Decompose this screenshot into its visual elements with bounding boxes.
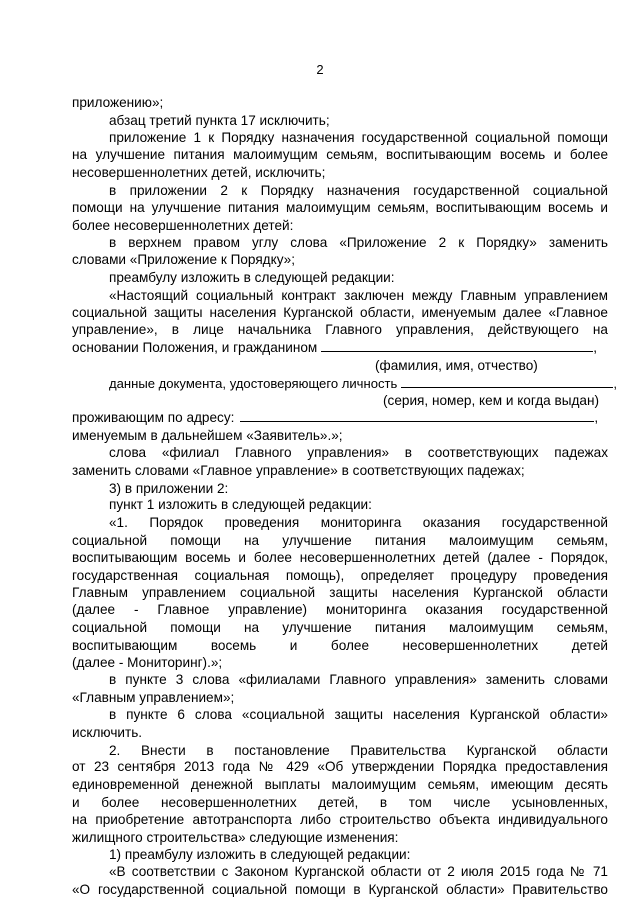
text-line: 1) преамбулу изложить в следующей редакции: [109,847,411,863]
text-line: в верхнем правом углу слова «Приложение 2 к Порядку» заменить [109,235,608,251]
text-fragment: данные документа, удостоверяющего личность [109,375,398,391]
text-line-with-blank [72,408,608,427]
text-line: «В соответствии с Законом Курганской области от 2 июля 2015 года № 71 [109,864,608,880]
text-line: (далее - Главное управление) мониторинга оказания государственной [72,602,608,618]
text-line: воспитывающим восемь и более несовершеннолетних детей (далее - Порядок, [72,549,608,565]
fill-in-line [240,408,594,422]
text-line: на приобретение автотранспорта либо строительство объекта индивидуального [72,811,608,827]
text-line: социальной помощи на улучшение питания малоимущим семьям, [72,533,608,548]
text-line: более несовершеннолетних детей: [72,217,294,233]
text-fragment: проживающим по адресу: [72,410,235,426]
trailing-punct: , [613,375,617,391]
text-line: управление», в лице начальника Главного управления, действующего на [72,322,608,338]
trailing-punct: , [594,410,599,426]
text-line: «Главным управлением»; [72,690,235,706]
text-line: (далее - Мониторинг).»; [72,654,223,670]
text-line: абзац третий пункта 17 исключить; [109,112,330,128]
text-line: несовершеннолетних детей, исключить; [72,165,326,181]
fill-in-line [401,374,613,388]
text-line: жилищного строительства» следующие изменения: [72,829,399,845]
text-line: в пункте 6 слова «социальной защиты населения Курганской области» [109,707,608,722]
text-line: преамбулу изложить в следующей редакции: [109,270,395,285]
text-line: единовременной денежной выплаты малоимущим семьям, имеющим десять [72,777,608,793]
text-line: и более несовершеннолетних детей, в том числе усыновленных, [72,795,608,810]
text-line: слова «филиал Главного управления» в соответствующих падежах [109,445,608,460]
caption-fio: (фамилия, имя, отчество) [375,358,538,373]
text-line: заменить словами «Главное управление» в соответствующих падежах; [72,462,525,478]
caption-document: (серия, номер, кем и когда выдан) [383,392,599,408]
text-line: Главным управлением социальной защиты населения Курганской области [72,585,608,601]
text-line: государственная социальная помощь), определяет процедуру проведения [72,567,608,583]
text-line: в приложении 2 к Порядку назначения государственной социальной [109,183,608,198]
text-line: от 23 сентября 2013 года № 429 «Об утверждении Порядка предоставления [72,759,608,775]
text-line: социальной помощи на улучшение питания малоимущим семьям, [72,620,608,635]
text-line: 2. Внести в постановление Правительства Курганской области [109,742,608,758]
trailing-punct: , [593,340,598,356]
text-line: «О государственной социальной помощи в Курганской области» Правительство [72,882,608,897]
text-line: помощи на улучшение питания малоимущим семьям, воспитывающим восемь и [72,199,608,215]
text-line-with-blank [72,338,608,357]
text-line: приложению»; [72,95,164,110]
text-line: 3) в приложении 2: [109,480,229,496]
text-line: пункт 1 изложить в следующей редакции: [109,497,372,513]
text-line: словами «Приложение к Порядку»; [72,252,295,268]
text-line: исключить. [72,724,143,740]
fill-in-line [321,338,593,352]
page-number: 2 [316,62,324,77]
text-line: именуемым в дальнейшем «Заявитель».»; [72,428,343,444]
text-line: социальной защиты населения Курганской области, именуемым далее «Главное [72,304,608,320]
text-line: на улучшение питания малоимущим семьям, воспитывающим восемь и более [72,147,608,163]
text-line: в пункте 3 слова «филиалами Главного управления» заменить словами [109,672,608,688]
text-fragment: основании Положения, и гражданином [72,340,318,356]
text-line: приложение 1 к Порядку назначения государственной социальной помощи [109,129,608,145]
text-line: воспитывающим восемь и более несовершеннолетних детей [72,637,608,653]
text-line: «Настоящий социальный контракт заключен между Главным управлением [109,287,608,303]
text-line: «1. Порядок проведения мониторинга оказания государственной [109,515,608,531]
